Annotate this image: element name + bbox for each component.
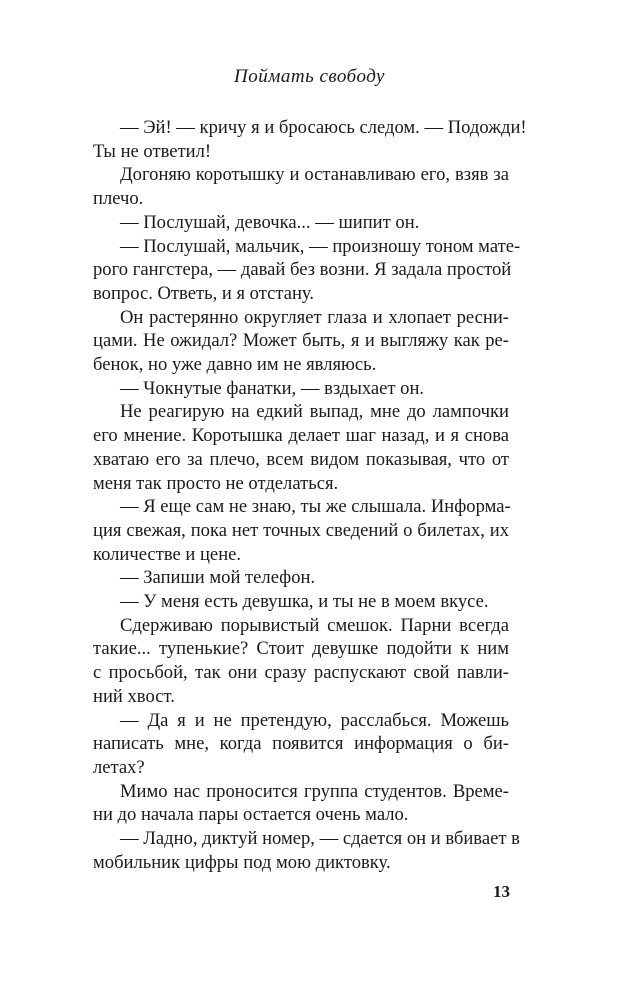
page-number: 13 — [493, 882, 510, 901]
text-line: меня так просто не отделаться. — [93, 472, 339, 494]
text-line: — Эй! — кричу я и бросаюсь следом. — Подожди! — [120, 117, 527, 138]
text-line: — Запиши мой телефон. — [120, 567, 316, 589]
text-line: с просьбой, так они сразу распускают свой павли- — [93, 662, 509, 684]
text-line: — Да я и не претендую, расслабься. Можешь — [120, 709, 509, 731]
text-line: рого гангстера, — давай без возни. Я задала простой — [93, 259, 512, 281]
text-line: вопрос. Ответь, и я отстану. — [93, 282, 314, 304]
text-line: Сдерживаю порывистый смешок. Парни всегда — [120, 614, 509, 636]
text-line: Не реагирую на едкий выпад, мне до лампочки — [120, 401, 509, 423]
text-line: — Послушай, девочка... — шипит он. — [120, 211, 420, 233]
text-line: плечо. — [93, 188, 144, 210]
text-line: Догоняю коротышку и останавливаю его, взяв за — [120, 164, 509, 186]
text-line: цами. Не ожидал? Может быть, я и выгляжу как ре- — [93, 330, 509, 352]
text-line: его мнение. Коротышка делает шаг назад, и я снова — [93, 425, 509, 447]
text-line: количестве и цене. — [93, 543, 242, 565]
text-line: — Чокнутые фанатки, — вздыхает он. — [120, 377, 425, 399]
text-line: хватаю его за плечо, всем видом показывая, что от — [93, 448, 509, 470]
text-line: ция свежая, пока нет точных сведений о билетах, их — [93, 519, 509, 541]
text-line: — Ладно, диктуй номер, — сдается он и вбивает в — [120, 828, 520, 850]
text-line: — У меня есть девушка, и ты не в моем вкусе. — [120, 591, 489, 613]
text-line: летах? — [93, 756, 145, 778]
text-line: — Я еще сам не знаю, ты же слышала. Информа- — [120, 496, 511, 518]
text-line: Ты не ответил! — [93, 140, 212, 162]
text-line: Он растерянно округляет глаза и хлопает ресни- — [120, 306, 509, 328]
text-line: Мимо нас проносится группа студентов. Време- — [120, 780, 509, 802]
text-line: ни до начала пары остается очень мало. — [93, 804, 409, 826]
text-line: бенок, но уже давно им не являюсь. — [93, 354, 377, 376]
text-line: — Послушай, мальчик, — произношу тоном мате- — [120, 235, 521, 257]
text-line: мобильник цифры под мою диктовку. — [93, 851, 391, 873]
text-line: написать мне, когда появится информация о би- — [93, 733, 509, 755]
body-text — [93, 116, 527, 875]
text-line: такие... тупенькие? Стоит девушке подойти к ним — [93, 638, 509, 660]
running-header: Поймать свободу — [234, 66, 385, 87]
text-line: ний хвост. — [93, 685, 175, 707]
